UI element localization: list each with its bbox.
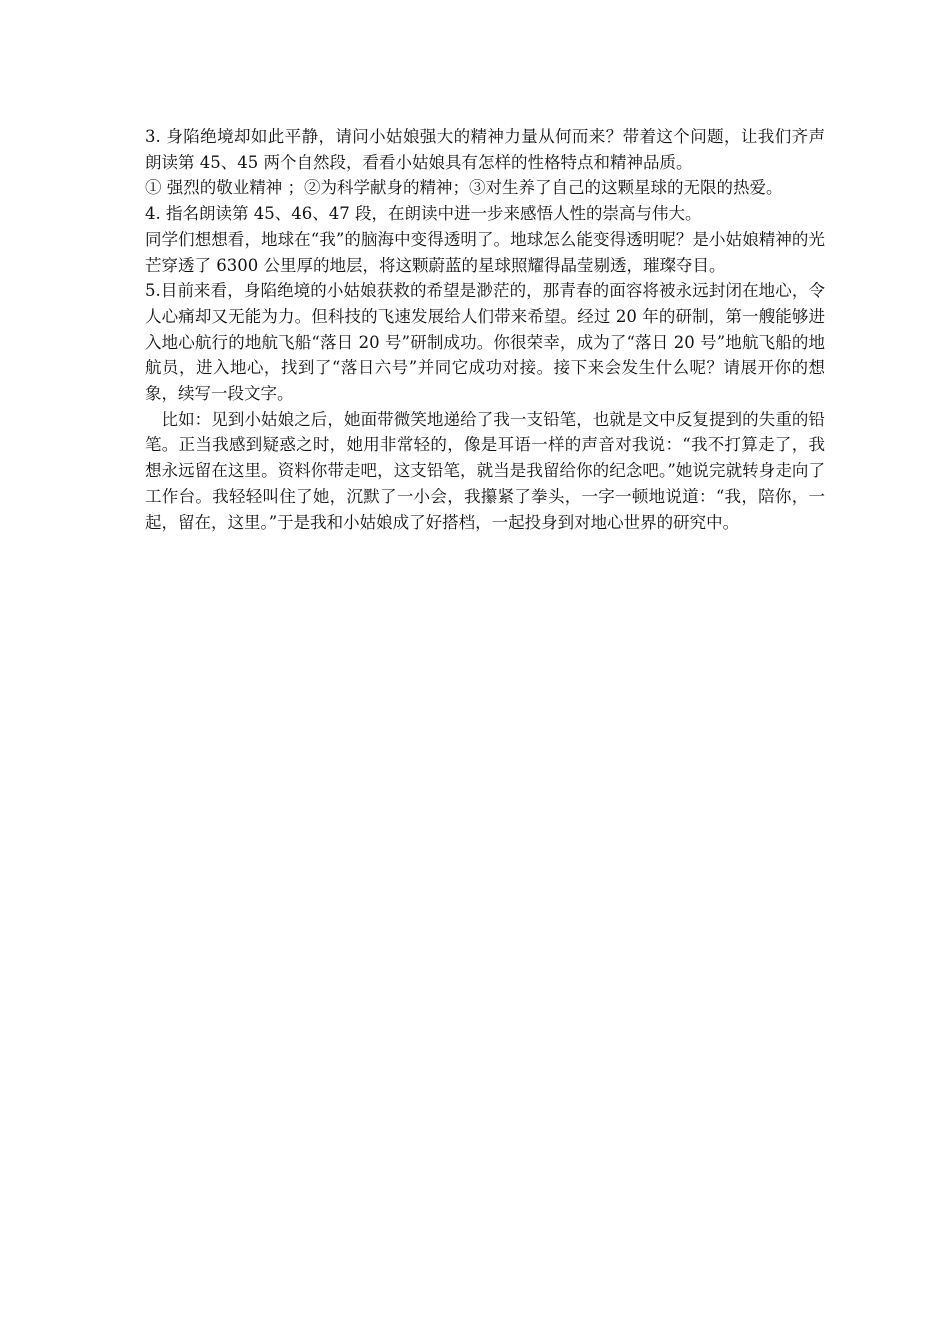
paragraph-question-4: 4. 指名朗读第 45、46、47 段，在朗读中进一步来感悟人性的崇高与伟大。 xyxy=(145,204,702,224)
paragraph-question-3: 3. 身陷绝境却如此平静，请问小姑娘强大的精神力量从何而来？带着这个问题，让我们齐声朗读第 45、45 两个自然段，看看小姑娘具有怎样的性格特点和精神品质。 xyxy=(145,127,825,172)
paragraph-question-5: 5.目前来看，身陷绝境的小姑娘获救的希望是渺茫的，那青春的面容将被永远封闭在地心，令人心痛却又无能为力。但科技的飞速发展给人们带来希望。经过 20 年的研制，第一艘能够进入地心航行的地航飞船“落日 20 号”研制成功。你很荣幸，成为了“落日 20 号”地航飞船的地航员，进入地心，找到了“落日六号”并同它成功对接。接下来会发生什么呢？请展开你的想象，续写一段文字。 xyxy=(145,281,825,404)
paragraph-question-4-discussion: 同学们想想看，地球在“我”的脑海中变得透明了。地球怎么能变得透明呢？是小姑娘精神的光芒穿透了 6300 公里厚的地层，将这颗蔚蓝的星球照耀得晶莹剔透，璀璨夺目。 xyxy=(145,229,825,275)
paragraph-question-3-answer: ① 强烈的敬业精神 ；②为科学献身的精神；③对生养了自己的这颗星球的无限的热爱。 xyxy=(145,178,783,198)
paragraph-example: 比如：见到小姑娘之后，她面带微笑地递给了我一支铅笔，也就是文中反复提到的失重的铅笔。正当我感到疑惑之时，她用非常轻的，像是耳语一样的声音对我说：“我不打算走了，我想永远留在这里。资料你带走吧，这支铅笔，就当是我留给你的纪念吧。”她说完就转身走向了工作台。我轻轻叫住了她，沉默了一小会，我攥紧了拳头，一字一顿地说道：“我，陪你，一起，留在，这里。”于是我和小姑娘成了好搭档，一起投身到对地心世界的研究中。 xyxy=(145,409,825,532)
document-body xyxy=(145,124,825,535)
